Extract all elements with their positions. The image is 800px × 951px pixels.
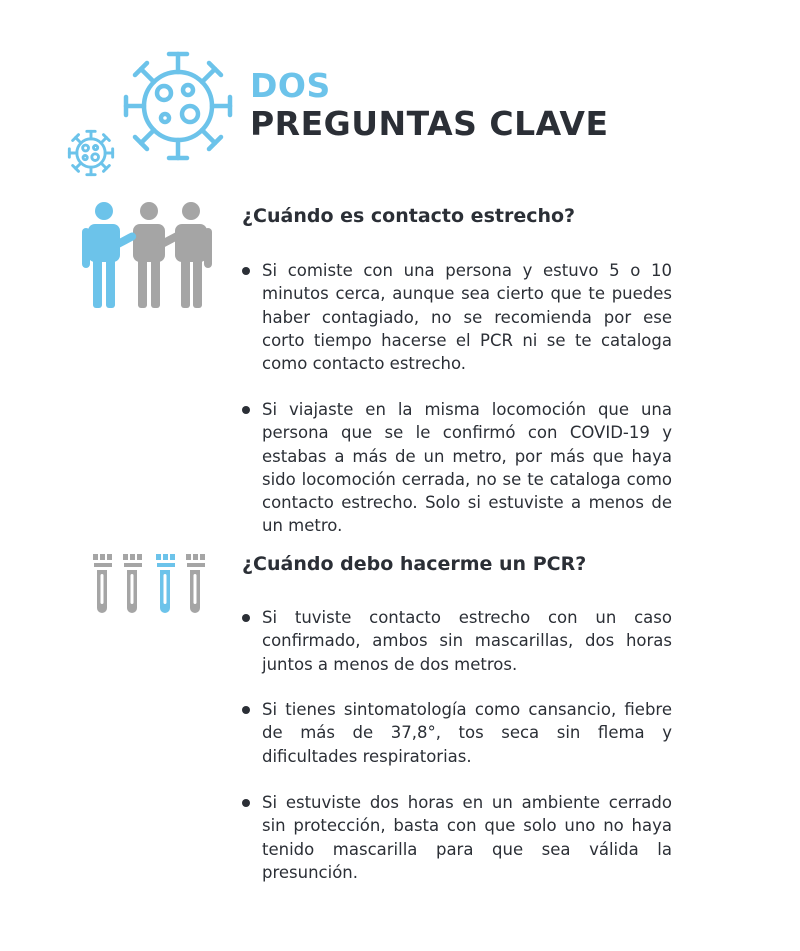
list-item-text: Si viajaste en la misma locomoción que una persona que se le confirmó con COVID-19 y estabas a más de un metro, por más que haya sido locomoción cerrada, no se te cataloga como contacto estrecho. Solo si estuviste a menos de un metro.	[262, 400, 672, 536]
bullet-dot	[242, 406, 250, 414]
list-item	[242, 791, 672, 884]
list-item	[242, 398, 672, 538]
bullet-dot	[242, 706, 250, 714]
virus-icon-small	[66, 128, 116, 178]
list-item	[242, 606, 672, 676]
title-line-1: DOS	[250, 66, 331, 105]
virus-icon-large	[118, 46, 238, 166]
list-item-text: Si estuviste dos horas en un ambiente cerrado sin protección, basta con que solo uno no haya tenido mascarilla para que sea válida la presunción.	[262, 793, 672, 882]
section-1-title: ¿Cuándo es contacto estrecho?	[242, 205, 576, 227]
bullet-dot	[242, 799, 250, 807]
page-title: PREGUNTAS CLAVE	[250, 104, 609, 143]
bullet-dot	[242, 614, 250, 622]
people-icon	[78, 200, 218, 312]
list-item-text: Si comiste con una persona y estuvo 5 o 10 minutos cerca, aunque sea cierto que te puedes haber contagiado, no se recomienda por ese corto tiempo hacerse el PCR ni se te cataloga como contacto estrecho.	[262, 261, 672, 374]
bullet-dot	[242, 267, 250, 275]
list-item-text: Si tienes sintomatología como cansancio, fiebre de más de 37,8°, tos seca sin flema y dificultades respiratorias.	[262, 700, 672, 766]
list-item	[242, 259, 672, 375]
test-tubes-icon	[90, 552, 212, 622]
section-2-title: ¿Cuándo debo hacerme un PCR?	[242, 553, 587, 575]
list-item-text: Si tuviste contacto estrecho con un caso confirmado, ambos sin mascarillas, dos horas juntos a menos de dos metros.	[262, 608, 672, 674]
list-item	[242, 698, 672, 768]
